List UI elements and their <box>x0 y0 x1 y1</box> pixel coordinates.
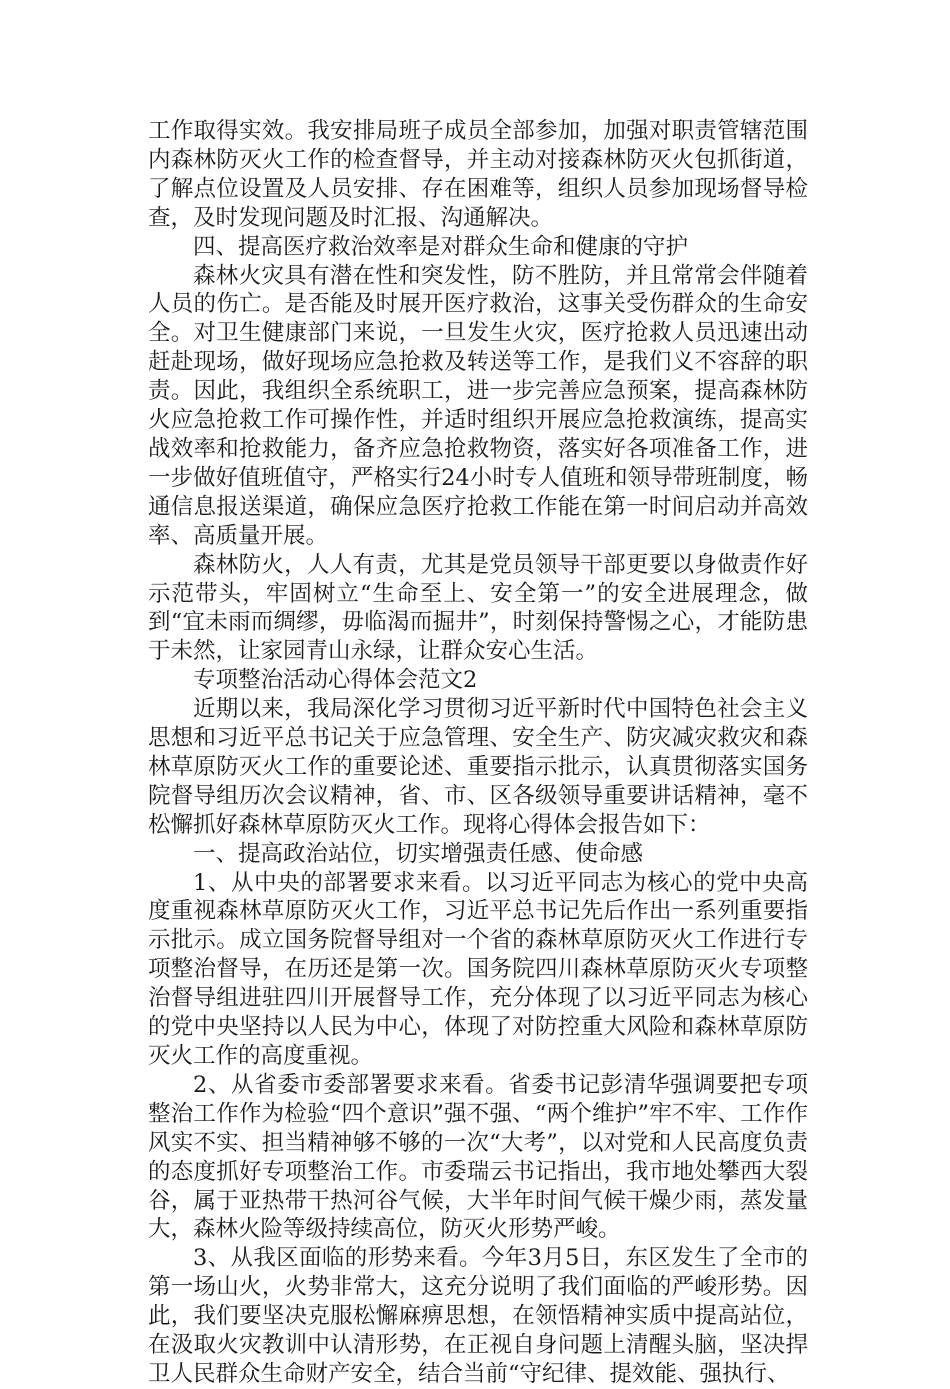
paragraph-central-requirements: 1、从中央的部署要求来看。以习近平同志为核心的党中央高度重视森林草原防灭火工作，习近平总书记先后作出一系列重要指示批示。成立国务院督导组对一个省的森林草原防灭火工作进行专项整治督导，在历还是第一次。国务院四川森林草原防灭火专项整治督导组进驻四川开展督导工作，充分体现了以习近平同志为核心的党中央坚持以人民为中心，体现了对防控重大风险和森林草原防灭火工作的高度重视。 <box>148 869 808 1069</box>
paragraph-district-situation: 3、从我区面临的形势来看。今年3月5日，东区发生了全市的第一场山火，火势非常大，这充分说明了我们面临的严峻形势。因此，我们要坚决克服松懈麻痹思想，在领悟精神实质中提高站位，在汲取火灾教训中认清形势，在正视自身问题上清醒头脑，坚决捍卫人民群众生命财产安全，结合当前“守纪律、提效能、强执行、 <box>148 1245 808 1387</box>
paragraph-fire-prevention-duty: 森林防火，人人有责，尤其是党员领导干部更要以身做责作好示范带头，牢固树立“生命至上、安全第一”的安全进展理念，做到“宜未雨而绸缪，毋临渴而掘井”，时刻保持警惕之心，才能防患于未然，让家园青山永绿，让群众安心生活。 <box>148 551 808 665</box>
section-heading-one: 一、提高政治站位，切实增强责任感、使命感 <box>193 840 644 867</box>
document-body <box>148 117 808 1389</box>
paragraph-introduction: 近期以来，我局深化学习贯彻习近平新时代中国特色社会主义思想和习近平总书记关于应急管理、安全生产、防灾减灾救灾和森林草原防灭火工作的重要论述、重要指示批示，认真贯彻落实国务院督导组历次会议精神，省、市、区各级领导重要讲话精神，毫不松懈抓好森林草原防灭火工作。现将心得体会报告如下： <box>148 696 808 838</box>
section-heading-four: 四、提高医疗救治效率是对群众生命和健康的守护 <box>193 233 689 260</box>
paragraph-medical-rescue: 森林火灾具有潜在性和突发性，防不胜防，并且常常会伴随着人员的伤亡。是否能及时展开医疗救治，这事关受伤群众的生命安全。对卫生健康部门来说，一旦发生火灾，医疗抢救人员迅速出动赶赴现场，做好现场应急抢救及转送等工作，是我们义不容辞的职责。因此，我组织全系统职工，进一步完善应急预案，提高森林防火应急抢救工作可操作性，并适时组织开展应急抢救演练，提高实战效率和抢救能力，备齐应急抢救物资，落实好各项准备工作，进一步做好值班值守，严格实行24小时专人值班和领导带班制度，畅通信息报送渠道，确保应急医疗抢救工作能在第一时间启动并高效率、高质量开展。 <box>148 262 808 549</box>
article-title-sample-2: 专项整治活动心得体会范文2 <box>193 667 478 694</box>
paragraph-continuation: 工作取得实效。我安排局班子成员全部参加，加强对职责管辖范围内森林防灭火工作的检查督导，并主动对接森林防灭火包抓街道，了解点位设置及人员安排、存在困难等，组织人员参加现场督导检查，及时发现问题及时汇报、沟通解决。 <box>148 118 808 231</box>
paragraph-provincial-requirements: 2、从省委市委部署要求来看。省委书记彭清华强调要把专项整治工作作为检验“四个意识”强不强、“两个维护”牢不牢、工作作风实不实、担当精神够不够的一次“大考”，以对党和人民高度负责的态度抓好专项整治工作。市委瑞云书记指出，我市地处攀西大裂谷，属于亚热带干热河谷气候，大半年时间气候干燥少雨，蒸发量大，森林火险等级持续高位，防灭火形势严峻。 <box>148 1071 808 1243</box>
